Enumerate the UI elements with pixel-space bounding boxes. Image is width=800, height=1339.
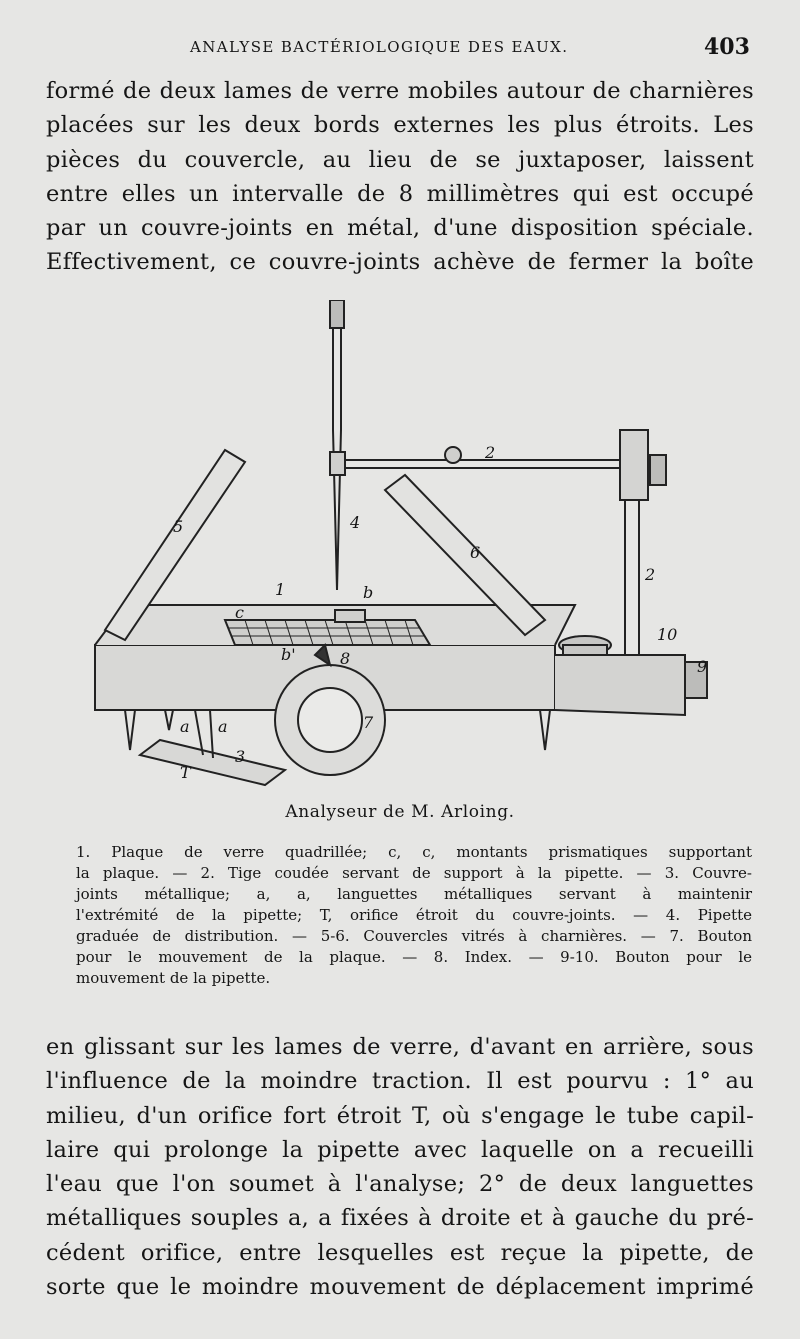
label-9: 9 bbox=[697, 657, 708, 676]
text-line: pièces du couvercle, au lieu de se juxtaposer, laissent bbox=[46, 146, 754, 173]
bottom-paragraph bbox=[46, 1030, 754, 1304]
legend-line: joints métallique; a, a, languettes métalliques servant à maintenir bbox=[76, 885, 752, 903]
figure-caption: Analyseur de M. Arloing. bbox=[285, 802, 515, 822]
legend-line: graduée de distribution. — 5-6. Couvercles vitrés à charnières. — 7. Bouton bbox=[76, 927, 752, 945]
label-b: b bbox=[363, 583, 374, 602]
text-line: l'influence de la moindre traction. Il est pourvu : 1° au bbox=[46, 1068, 754, 1095]
running-head: ANALYSE BACTÉRIOLOGIQUE DES EAUX. bbox=[190, 38, 569, 56]
label-T: T bbox=[180, 763, 191, 782]
label-6: 6 bbox=[470, 543, 481, 562]
label-1: 1 bbox=[275, 580, 286, 599]
text-line: Effectivement, ce couvre-joints achève de fermer la boîte bbox=[46, 249, 754, 276]
legend-line: pour le mouvement de la plaque. — 8. Index. — 9-10. Bouton pour le bbox=[76, 948, 752, 966]
text-line: entre elles un intervalle de 8 millimètres qui est occupé bbox=[46, 180, 754, 207]
label-7: 7 bbox=[363, 713, 374, 732]
text-line: cédent orifice, entre lesquelles est reçue la pipette, de bbox=[46, 1239, 754, 1266]
text-line: sorte que le moindre mouvement de déplacement imprimé bbox=[46, 1274, 754, 1301]
page-header bbox=[0, 34, 800, 66]
label-8: 8 bbox=[340, 649, 351, 668]
label-c: c bbox=[235, 603, 244, 622]
text-line: l'eau que l'on soumet à l'analyse; 2° de deux languettes bbox=[46, 1171, 754, 1198]
apparatus-figure bbox=[85, 300, 725, 790]
text-line: métalliques souples a, a fixées à droite et à gauche du pré- bbox=[46, 1205, 754, 1232]
legend-line: mouvement de la pipette. bbox=[76, 969, 271, 987]
top-paragraph bbox=[46, 74, 754, 280]
label-2: 2 bbox=[485, 443, 496, 462]
text-line: en glissant sur les lames de verre, d'avant en arrière, sous bbox=[46, 1034, 754, 1060]
label-10: 10 bbox=[657, 625, 678, 644]
legend-line: la plaque. — 2. Tige coudée servant de support à la pipette. — 3. Couvre- bbox=[76, 864, 752, 882]
label-3: 3 bbox=[235, 747, 246, 766]
figure-legend bbox=[76, 842, 752, 989]
grid-plate bbox=[225, 620, 430, 645]
label-a-right: a bbox=[218, 717, 228, 736]
apparatus-illustration bbox=[85, 300, 725, 790]
label-a-left: a bbox=[180, 717, 190, 736]
legend-line: 1. Plaque de verre quadrillée; c, c, montants prismatiques supportant bbox=[76, 843, 752, 861]
legend-line: l'extrémité de la pipette; T, orifice étroit du couvre-joints. — 4. Pipette bbox=[76, 906, 752, 924]
label-5: 5 bbox=[173, 517, 184, 536]
text-line: milieu, d'un orifice fort étroit T, où s'engage le tube capil- bbox=[46, 1102, 754, 1129]
text-line: par un couvre-joints en métal, d'une disposition spéciale. bbox=[46, 215, 754, 242]
label-4: 4 bbox=[350, 513, 361, 532]
text-line: formé de deux lames de verre mobiles autour de charnières bbox=[46, 78, 754, 104]
text-line: laire qui prolonge la pipette avec laquelle on a recueilli bbox=[46, 1136, 754, 1163]
text-line: placées sur les deux bords externes les plus étroits. Les bbox=[46, 112, 754, 139]
label-2b: 2 bbox=[645, 565, 656, 584]
label-b-prime: b' bbox=[281, 645, 296, 664]
page-number: 403 bbox=[704, 34, 750, 60]
